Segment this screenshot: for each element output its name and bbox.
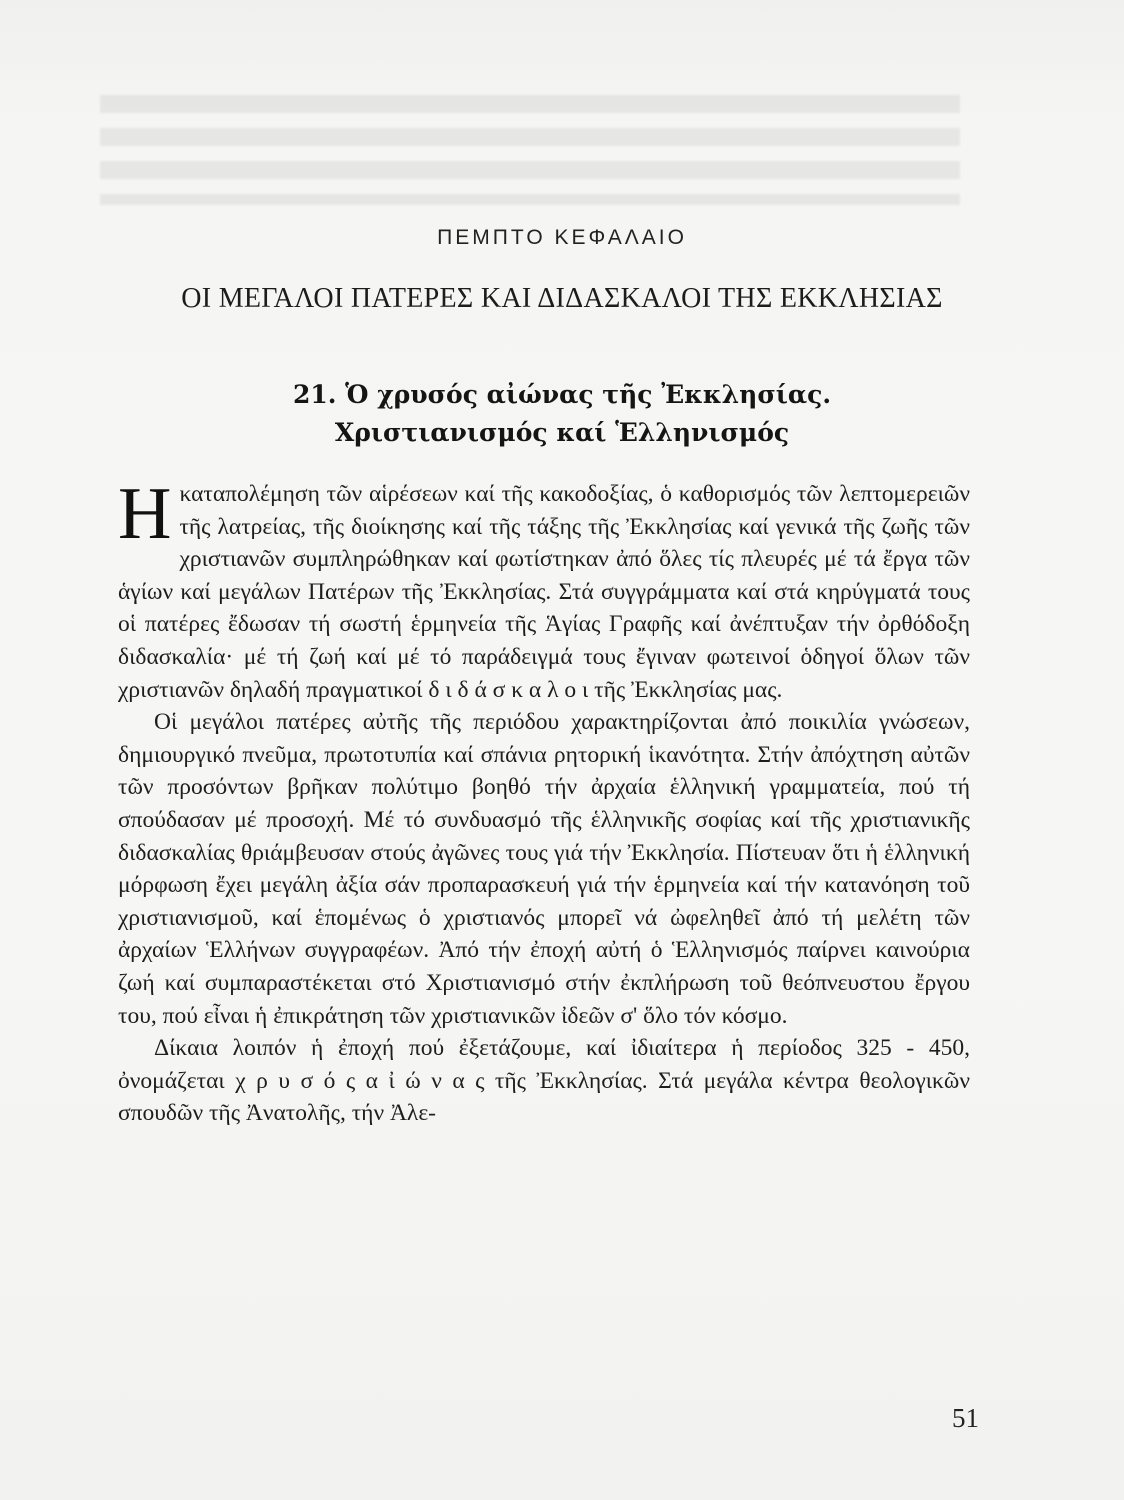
page-number: 51: [952, 1403, 979, 1433]
show-through-bleed: [100, 95, 960, 205]
chapter-title: ΟΙ ΜΕΓΑΛΟΙ ΠΑΤΕΡΕΣ ΚΑΙ ΔΙΔΑΣΚΑΛΟΙ ΤΗΣ ΕΚΚΛΗΣΙΑΣ: [181, 283, 943, 314]
section-heading-line1: 21. Ὁ χρυσός αἰώνας τῆς Ἐκκλησίας.: [292, 380, 832, 409]
paragraph-3: Δίκαια λοιπόν ἡ ἐποχή πού ἐξετάζουμε, καί ἰδιαίτερα ἡ περίοδος 325 - 450, ὀνομάζεται χ ρ υ σ ό ς α ἰ ώ ν α ς τῆς Ἐκκλησίας. Στά μεγάλα κέντρα θεολογικῶν σπουδῶν τῆς Ἀνατολῆς, τήν Ἀλε-: [118, 1035, 970, 1127]
paragraph-1-text: καταπολέμηση τῶν αἱρέσεων καί τῆς κακοδοξίας, ὁ καθορισμός τῶν λεπτομερειῶν τῆς λατρείας, τῆς διοίκησης καί τῆς τάξης τῆς Ἐκκλησίας καί γενικά τῆς ζωῆς τῶν χριστιανῶν συμπληρώθηκαν καί φωτίστηκαν ἀπό ὅλες τίς πλευρές μέ τά ἔργα τῶν ἁγίων καί μεγάλων Πατέρων τῆς Ἐκκλησίας. Στά συγγράμματα καί στά κηρύγματά τους οἱ πατέρες ἔδωσαν τή σωστή ἑρμηνεία τῆς Ἁγίας Γραφῆς καί ἀνέπτυξαν τήν ὀρθόδοξη διδασκαλία· μέ τή ζωή καί μέ τό παράδειγμά τους ἔγιναν φωτεινοί ὁδηγοί ὅλων τῶν χριστιανῶν δηλαδή πραγματικοί δ ι δ ά σ κ α λ ο ι τῆς Ἐκκλησίας μας.: [118, 481, 970, 703]
paragraph-2: Οἱ μεγάλοι πατέρες αὐτῆς τῆς περιόδου χαρακτηρίζονται ἀπό ποικιλία γνώσεων, δημιουργικό πνεῦμα, πρωτοτυπία καί σπάνια ρητορική ἱκανότητα. Στήν ἀπόχτηση αὐτῶν τῶν προσόντων βρῆκαν πολύτιμο βοηθό τήν ἀρχαία ἑλληνική γραμματεία, πού τή σπούδασαν μέ προσοχή. Μέ τό συνδυασμό τῆς ἑλληνικῆς σοφίας καί τῆς χριστιανικῆς διδασκαλίας θριάμβευσαν στούς ἀγῶνες τους γιά τήν Ἐκκλησία. Πίστευαν ὅτι ἡ ἑλληνική μόρφωση ἔχει μεγάλη ἀξία σάν προπαρασκευή γιά τήν ἑρμηνεία καί τήν κατανόηση τοῦ χριστιανισμοῦ, καί ἑπομένως ὁ χριστιανός μπορεῖ νά ὠφεληθεῖ ἀπό τή μελέτη τῶν ἀρχαίων Ἑλλήνων συγγραφέων. Ἀπό τήν ἐποχή αὐτή ὁ Ἑλληνισμός παίρνει καινούρια ζωή καί συμπαραστέκεται στό Χριστιανισμό στήν ἐκπλήρωση τοῦ θεόπνευστου ἔργου του, πού εἶναι ἡ ἐπικράτηση τῶν χριστιανικῶν ἰδεῶν σ' ὅλο τόν κόσμο.: [118, 709, 970, 1029]
chapter-label: ΠΕΜΠΤΟ ΚΕΦΑΛΑΙΟ: [437, 226, 687, 249]
paragraph-1: [118, 473, 970, 706]
drop-cap: Η: [118, 473, 172, 555]
section-heading: [0, 376, 1124, 452]
body-text: [118, 473, 970, 1130]
section-heading-line2: Χριστιανισμός καί Ἑλληνισμός: [334, 418, 790, 447]
